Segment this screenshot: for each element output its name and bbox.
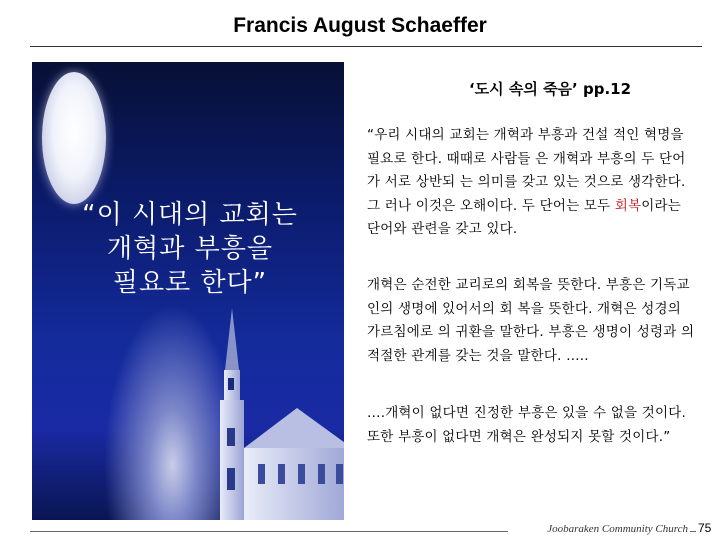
title-divider [30, 46, 702, 47]
paragraph-1 [367, 124, 697, 242]
quote-line-1: “이 시대의 교회는 [82, 200, 298, 230]
church-illustration [192, 308, 344, 520]
slide-title: Francis August Schaeffer [233, 14, 487, 37]
paragraph-3: ….개혁이 없다면 진정한 부흥은 있을 수 없을 것이다. 또한 부흥이 없다면 개혁은 완성되지 못할 것이다.” [367, 405, 686, 445]
paragraph-1-text-a: “우리 시대의 교회는 개혁과 부흥과 건설 적인 혁명을 필요로 한다. 때때로 사람들 은 개혁과 부흥의 두 단어가 서로 상반되 는 의미를 갖고 있는 것으로 생각한다. 그 러나 이것은 오해이다. 두 단어는 모두 [367, 127, 686, 214]
church-moon-photo [32, 62, 344, 520]
footer-divider [30, 531, 508, 532]
footer-organization: Joobaraken Community Church [547, 523, 688, 535]
quote-line-2: 개혁과 부흥을 [107, 234, 273, 264]
paragraph-1-text-b: 이라는 단어와 관련을 갖고 있다. [367, 197, 682, 237]
quote-line-3: 필요로 한다” [112, 268, 268, 298]
highlight-quote [40, 198, 340, 300]
footer-divider-right [690, 531, 696, 532]
paragraph-2: 개혁은 순전한 교리로의 회복을 뜻한다. 부흥은 기독교인의 생명에 있어서의 회 복을 뜻한다. 개혁은 성경의 가르침에로 의 귀환을 말한다. 부흥은 생명이 성령과 의 적절한 관계를 갖는 것을 말한다. ….. [367, 277, 695, 364]
source-reference: ‘도시 속의 죽음’ pp.12 [468, 80, 632, 98]
page-number: 75 [698, 521, 712, 535]
paragraph-1-highlight: 회복 [614, 197, 642, 214]
moon-image [42, 72, 106, 204]
